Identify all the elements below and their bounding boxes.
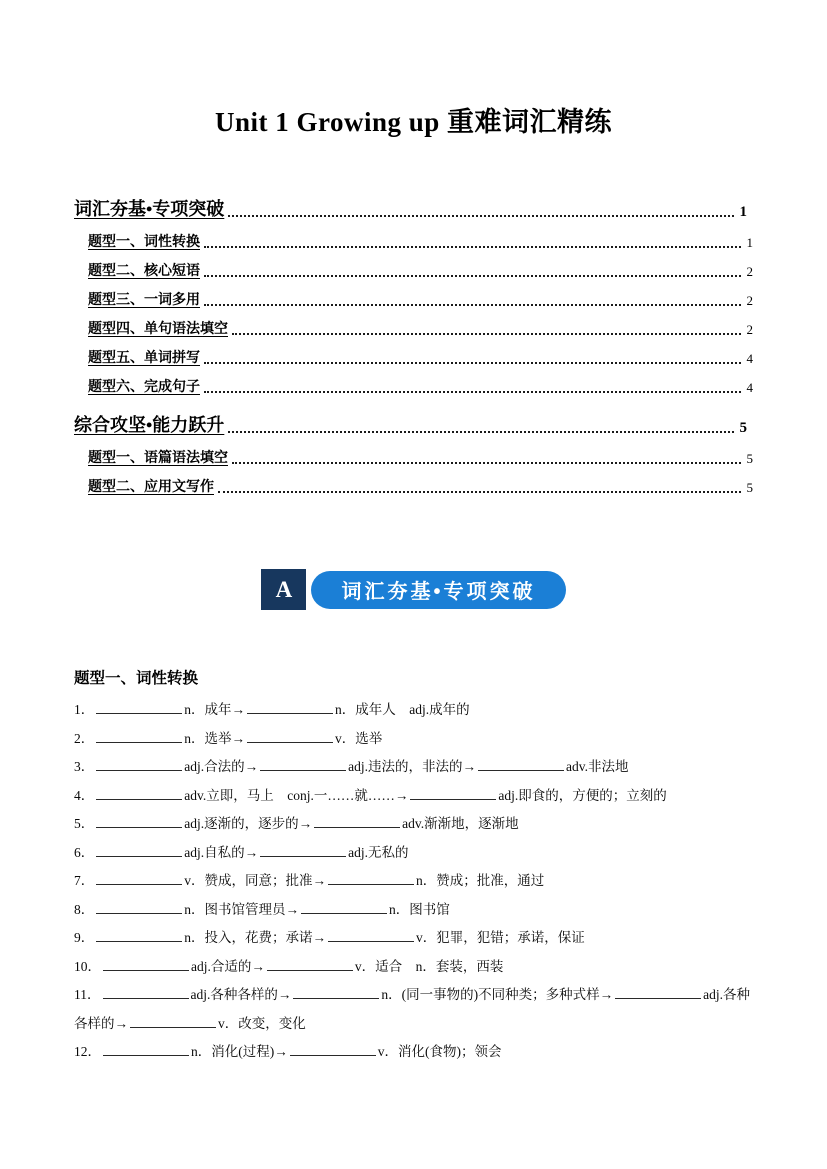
answer-blank: [314, 815, 400, 828]
toc-leader: [228, 431, 733, 433]
page-title: Unit 1 Growing up 重难词汇精练: [214, 107, 613, 137]
toc-entry[interactable]: [74, 372, 753, 401]
section-banner: [74, 569, 753, 610]
exercise-item: [74, 810, 753, 839]
table-of-contents: [74, 185, 753, 501]
exercise-item: [74, 753, 753, 782]
answer-blank: [478, 758, 564, 771]
item-number: 7．: [74, 873, 95, 888]
toc-entry-label: 题型一、词性转换: [88, 235, 200, 250]
answer-blank: [260, 844, 346, 857]
exercise-item: [74, 981, 753, 1038]
item-text: n．成年人 adj.成年的: [335, 702, 470, 717]
answer-blank: [290, 1043, 376, 1056]
answer-blank: [96, 844, 182, 857]
toc-entry-label: 综合攻坚•能力跃升: [74, 415, 225, 435]
item-text: n．成年→: [184, 702, 245, 717]
toc-entry[interactable]: [74, 472, 753, 501]
toc-entry-label: 题型六、完成句子: [88, 380, 200, 395]
section-banner-label: 词汇夯基•专项突破: [311, 571, 565, 609]
toc-entry-label: 题型一、语篇语法填空: [88, 451, 228, 466]
item-number: 6．: [74, 844, 95, 860]
toc-entry[interactable]: [74, 256, 753, 285]
toc-entry[interactable]: [74, 343, 753, 372]
exercise-list: [74, 696, 753, 1067]
item-text: adv.非法地: [566, 759, 629, 774]
toc-leader: [228, 215, 733, 217]
toc-entry-label: 题型四、单句语法填空: [88, 322, 228, 337]
item-text: n．(同一事物的)不同种类；多种式样→: [381, 987, 614, 1002]
item-text: n．图书馆: [389, 901, 450, 917]
section-letter-badge: A: [261, 569, 306, 610]
toc-entry-label: 题型二、核心短语: [88, 264, 200, 279]
item-number: 3．: [74, 759, 95, 774]
answer-blank: [267, 958, 353, 971]
item-text: adj.无私的: [348, 844, 409, 860]
toc-page-number: 4: [746, 351, 753, 366]
item-number: 10．: [74, 958, 101, 974]
answer-blank: [96, 872, 182, 885]
item-text: adj.各种各样的→: [190, 987, 292, 1002]
item-text: adj.合适的→: [191, 958, 265, 974]
answer-blank: [96, 758, 182, 771]
answer-blank: [96, 730, 182, 743]
toc-entry-label: 题型二、应用文写作: [88, 480, 214, 495]
answer-blank: [301, 901, 387, 914]
answer-blank: [103, 986, 189, 999]
toc-page-number: 2: [746, 293, 753, 308]
item-number: 1．: [74, 702, 95, 717]
toc-entry[interactable]: [74, 443, 753, 472]
answer-blank: [96, 787, 182, 800]
answer-blank: [247, 701, 333, 714]
item-text: n．图书馆管理员→: [184, 901, 299, 917]
exercise-item: [74, 1038, 753, 1067]
toc-leader: [218, 491, 741, 493]
answer-blank: [96, 901, 182, 914]
toc-page-number: 4: [746, 380, 753, 395]
item-number: 8．: [74, 901, 95, 917]
item-text: n．投入，花费；承诺→: [184, 930, 326, 945]
answer-blank: [103, 1043, 189, 1056]
answer-blank: [247, 730, 333, 743]
item-text: v．犯罪，犯错；承诺，保证: [416, 930, 585, 945]
toc-entry-label: 词汇夯基•专项突破: [74, 199, 225, 219]
exercise-item: [74, 839, 753, 868]
answer-blank: [615, 986, 701, 999]
item-number: 4．: [74, 787, 95, 803]
item-number: 12．: [74, 1044, 101, 1059]
toc-page-number: 5: [746, 480, 753, 495]
toc-page-number: 1: [739, 204, 747, 220]
item-number: 9．: [74, 930, 95, 945]
item-text: n．选举→: [184, 730, 245, 746]
item-text: adj.合法的→: [184, 759, 259, 774]
toc-entry-label: 题型五、单词拼写: [88, 351, 200, 366]
answer-blank: [328, 872, 414, 885]
item-text: adj.即食的，方便的；立刻的: [498, 787, 667, 803]
toc-page-number: 5: [746, 451, 753, 466]
answer-blank: [130, 1015, 216, 1028]
exercise-item: [74, 696, 753, 725]
item-text: n．消化(过程)→: [191, 1044, 288, 1059]
exercise-item: [74, 924, 753, 953]
answer-blank: [96, 701, 182, 714]
toc-entry[interactable]: [74, 314, 753, 343]
answer-blank: [410, 787, 496, 800]
exercise-item: [74, 725, 753, 754]
item-text: v．消化(食物)；领会: [377, 1044, 502, 1059]
toc-page-number: 2: [746, 322, 753, 337]
exercise-item: [74, 953, 753, 982]
item-text: adj.各种各样的→: [74, 987, 750, 1031]
toc-leader: [232, 333, 741, 335]
toc-page-number: 1: [746, 235, 753, 250]
toc-leader: [204, 304, 741, 306]
item-text: n．赞成；批准，通过: [416, 873, 545, 888]
exercise-item: [74, 782, 753, 811]
toc-entry-label: 题型三、一词多用: [88, 293, 200, 308]
toc-leader: [204, 362, 741, 364]
item-number: 11．: [74, 987, 101, 1002]
item-text: v．改变，变化: [218, 1015, 306, 1031]
toc-entry[interactable]: [74, 285, 753, 314]
item-text: v．选举: [335, 730, 383, 746]
toc-entry[interactable]: [74, 401, 753, 443]
item-text: v．赞成，同意；批准→: [184, 873, 326, 888]
toc-page-number: 2: [746, 264, 753, 279]
item-text: adj.违法的，非法的→: [348, 759, 476, 774]
item-number: 5．: [74, 816, 95, 831]
item-text: adj.逐渐的，逐步的→: [184, 816, 313, 831]
answer-blank: [260, 758, 346, 771]
item-text: v．适合 n．套装，西装: [354, 958, 504, 974]
item-text: adj.自私的→: [184, 844, 259, 860]
toc-leader: [232, 462, 741, 464]
answer-blank: [96, 815, 182, 828]
item-text: adv.渐渐地，逐渐地: [402, 816, 519, 831]
answer-blank: [96, 929, 182, 942]
toc-leader: [204, 275, 741, 277]
toc-leader: [204, 246, 741, 248]
item-number: 2．: [74, 730, 95, 746]
toc-leader: [204, 391, 741, 393]
toc-entry[interactable]: [74, 185, 753, 227]
answer-blank: [293, 986, 379, 999]
exercise-item: [74, 896, 753, 925]
exercise-heading: 题型一、词性转换: [74, 670, 199, 687]
item-text: adv.立即，马上 conj.一……就……→: [184, 787, 409, 803]
toc-page-number: 5: [739, 420, 747, 436]
toc-entry[interactable]: [74, 227, 753, 256]
exercise-item: [74, 867, 753, 896]
answer-blank: [328, 929, 414, 942]
answer-blank: [103, 958, 189, 971]
